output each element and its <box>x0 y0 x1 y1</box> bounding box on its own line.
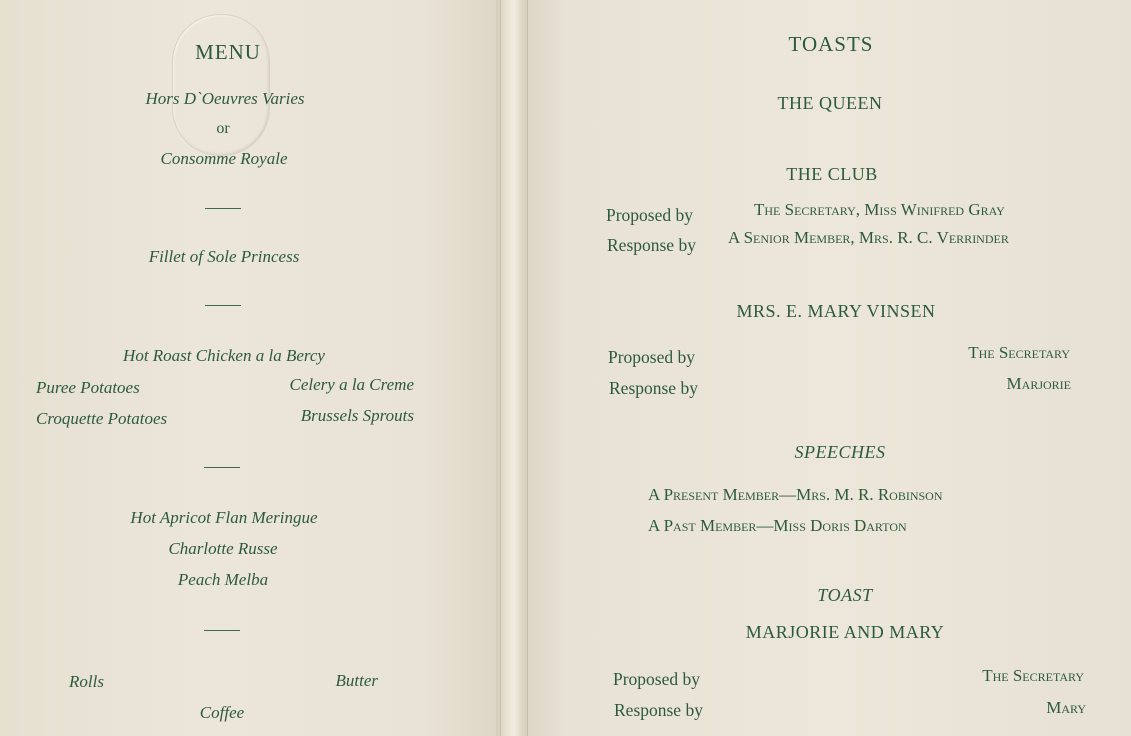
club-response-value: A Senior Member, Mrs. R. C. Verrinder <box>728 228 1009 247</box>
menu-starter-or: or <box>216 120 230 137</box>
speech-line-1: A Present Member—Mrs. M. R. Robinson <box>648 485 943 504</box>
toast-subject: MARJORIE AND MARY <box>745 622 945 642</box>
course-divider <box>205 208 241 209</box>
menu-dessert-3: Peach Melba <box>177 570 269 589</box>
course-divider <box>204 467 240 468</box>
vinsen-response-value: Marjorie <box>1006 374 1071 393</box>
vinsen-heading: MRS. E. MARY VINSEN <box>736 301 936 321</box>
card-fold <box>496 0 532 736</box>
vinsen-proposed-value: The Secretary <box>968 343 1070 362</box>
club-response-label: Response by <box>607 235 696 255</box>
menu-dessert-2: Charlotte Russe <box>168 539 278 558</box>
club-proposed-label: Proposed by <box>606 205 694 225</box>
menu-extra-2: Butter <box>335 671 378 690</box>
vinsen-proposed-label: Proposed by <box>608 347 696 367</box>
menu-fish: Fillet of Sole Princess <box>148 247 300 266</box>
menu-extra-1: Rolls <box>69 672 104 691</box>
speeches-heading: SPEECHES <box>794 442 886 462</box>
toast-response-label: Response by <box>614 700 703 720</box>
toast-proposed-label: Proposed by <box>613 669 701 689</box>
toast-proposed-value: The Secretary <box>982 666 1084 685</box>
club-proposed-value: The Secretary, Miss Winifred Gray <box>754 200 1005 219</box>
toast-response-value: Mary <box>1046 698 1086 717</box>
toast-heading: TOAST <box>817 585 873 605</box>
fold-crease <box>500 0 501 736</box>
toasts-page <box>528 0 1131 736</box>
course-divider <box>204 630 240 631</box>
course-divider <box>205 305 241 306</box>
toast-queen: THE QUEEN <box>777 93 883 113</box>
menu-side-4: Brussels Sprouts <box>300 406 414 425</box>
menu-title: MENU <box>195 40 261 64</box>
menu-starter-1: Hors D`Oeuvres Varies <box>145 89 305 108</box>
club-heading: THE CLUB <box>786 164 878 184</box>
vinsen-response-label: Response by <box>609 378 698 398</box>
toasts-title: TOASTS <box>788 32 874 56</box>
menu-main: Hot Roast Chicken a la Bercy <box>123 346 325 365</box>
menu-side-2: Celery a la Creme <box>289 375 414 394</box>
menu-side-1: Puree Potatoes <box>36 378 140 397</box>
speech-line-2: A Past Member—Miss Doris Darton <box>648 516 907 535</box>
menu-side-3: Croquette Potatoes <box>36 409 168 428</box>
menu-starter-2: Consomme Royale <box>160 149 288 168</box>
menu-extra-3: Coffee <box>199 703 245 722</box>
menu-dessert-1: Hot Apricot Flan Meringue <box>130 508 318 527</box>
menu-page <box>0 0 500 736</box>
